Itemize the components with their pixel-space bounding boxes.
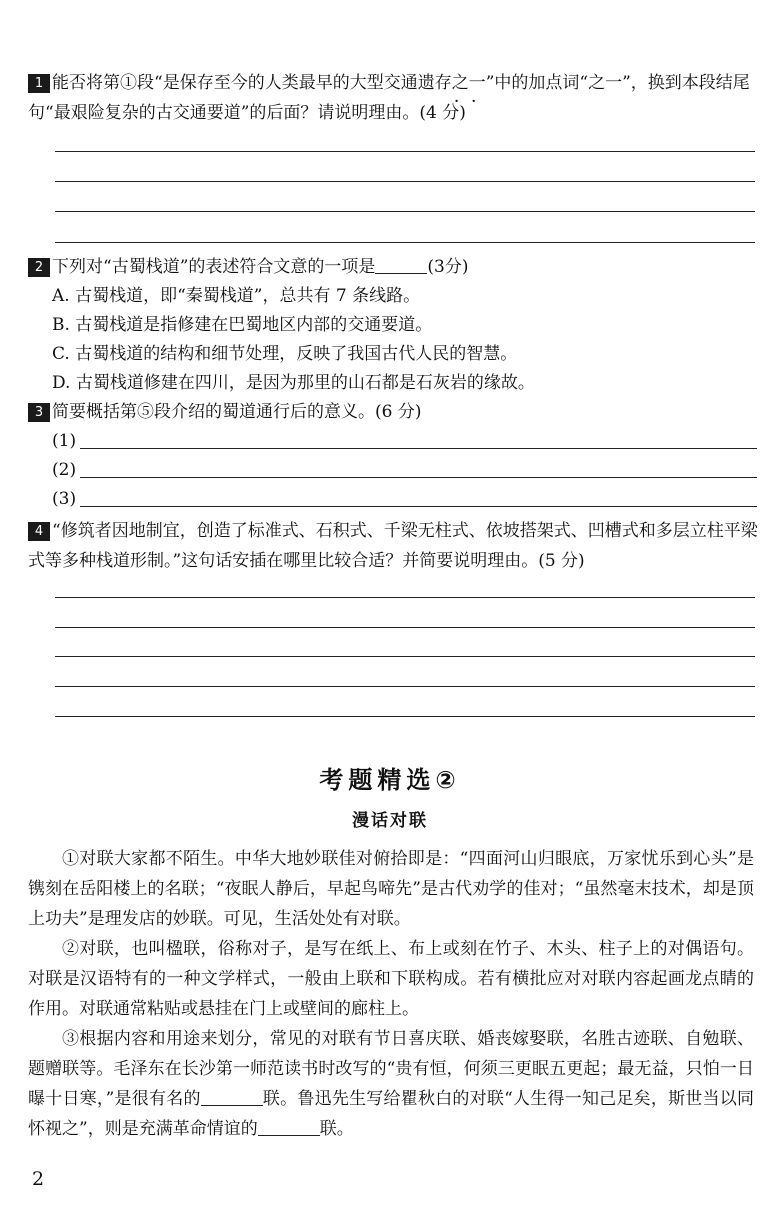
question-1-text-a: 能否将第①段“是保存至今的人类最早的大型交通遗存 — [52, 73, 452, 93]
question-4-text: “修筑者因地制宜，创造了标准式、石积式、千梁无柱式、依坡搭架式、凹槽式和多层立柱平梁式等多种栈道形制。”这句话安插在哪里比较合适？并简要说明理由。(5 分) — [28, 521, 758, 571]
paragraph-3 — [28, 1024, 754, 1144]
answer-blank[interactable] — [201, 1091, 263, 1106]
question-1 — [28, 68, 758, 128]
paragraph-2: ②对联，也叫楹联，俗称对子，是写在纸上、布上或刻在竹子、木头、柱子上的对偶语句。对联是汉语特有的一种文学样式，一般由上联和下联构成。若有横批应对对联内容起画龙点睛的作用。对联通常粘贴或悬挂在门上或壁间的廊柱上。 — [28, 939, 754, 1019]
section-title: 考题精选② — [319, 766, 461, 794]
answer-line[interactable] — [55, 242, 755, 243]
question-number-badge: 1 — [28, 74, 50, 93]
answer-blank[interactable] — [258, 1121, 320, 1136]
answer-line[interactable] — [80, 456, 757, 478]
paragraph-3-text-a: ③根据内容和用途来划分，常见的对联有节日喜庆联、婚丧嫁娶联，名胜古迹联、自勉联、题赠联等。毛泽东在长沙第一师范读书时改写的“贵有恒，何须三更眠五更起；最无益，只怕一日曝十日寒，”是很有名的 — [28, 1029, 754, 1109]
answer-line[interactable] — [80, 427, 757, 449]
question-2 — [28, 252, 758, 282]
item-label: (3) — [52, 489, 77, 509]
question-3 — [28, 397, 758, 427]
dotted-emphasis-word: 之一 · · — [452, 73, 486, 93]
page-number: 2 — [32, 1168, 45, 1190]
answer-line[interactable] — [80, 485, 757, 507]
paragraph-3-text-c: 联。 — [319, 1119, 354, 1139]
answer-line[interactable] — [55, 627, 755, 628]
item-label: (1) — [52, 431, 77, 451]
answer-line[interactable] — [55, 151, 755, 152]
answer-line[interactable] — [55, 181, 755, 182]
answer-line[interactable] — [55, 716, 755, 717]
paragraph-3-text-b: 联。鲁迅先生写给瞿秋白的对联“人生得一知己足矣，斯世当以同怀视之”，则是充满革命情谊的 — [28, 1089, 754, 1139]
answer-line[interactable] — [55, 597, 755, 598]
answer-line[interactable] — [55, 656, 755, 657]
question-4 — [28, 516, 758, 576]
paragraph-1: ①对联大家都不陌生。中华大地妙联佳对俯拾即是：“四面河山归眼底，万家忧乐到心头”是镌刻在岳阳楼上的名联；“夜眠人静后，早起鸟啼先”是古代劝学的佳对；“虽然毫末技术，却是顶上功夫”是理发店的妙联。可见，生活处处有对联。 — [28, 849, 754, 929]
question-2-score: (3分) — [427, 257, 469, 277]
answer-item-1[interactable] — [52, 427, 757, 455]
answer-line[interactable] — [55, 211, 755, 212]
question-2-stem: 下列对“古蜀栈道”的表述符合文意的一项是 — [52, 257, 376, 277]
option-c[interactable]: C. 古蜀栈道的结构和细节处理，反映了我国古代人民的智慧。 — [52, 344, 518, 364]
item-label: (2) — [52, 460, 77, 480]
option-b[interactable]: B. 古蜀栈道是指修建在巴蜀地区内部的交通要道。 — [52, 315, 433, 335]
option-a[interactable]: A. 古蜀栈道，即“秦蜀栈道”，总共有 7 条线路。 — [52, 286, 421, 306]
answer-line[interactable] — [55, 686, 755, 687]
answer-blank[interactable] — [375, 259, 427, 274]
question-number-badge: 2 — [28, 258, 50, 277]
answer-item-2[interactable] — [52, 456, 757, 484]
option-d[interactable]: D. 古蜀栈道修建在四川，是因为那里的山石都是石灰岩的缘故。 — [52, 373, 535, 393]
article-title: 漫话对联 — [352, 811, 428, 831]
question-1-text-b: ”中的加点词“之一”，换到本段结尾句“最艰险复杂的古交通要道”的后面？请说明理由。(4 分) — [28, 73, 750, 123]
question-number-badge: 4 — [28, 522, 50, 541]
question-number-badge: 3 — [28, 403, 50, 422]
answer-item-3[interactable] — [52, 485, 757, 513]
question-3-text: 简要概括第⑤段介绍的蜀道通行后的意义。(6 分) — [52, 402, 422, 422]
